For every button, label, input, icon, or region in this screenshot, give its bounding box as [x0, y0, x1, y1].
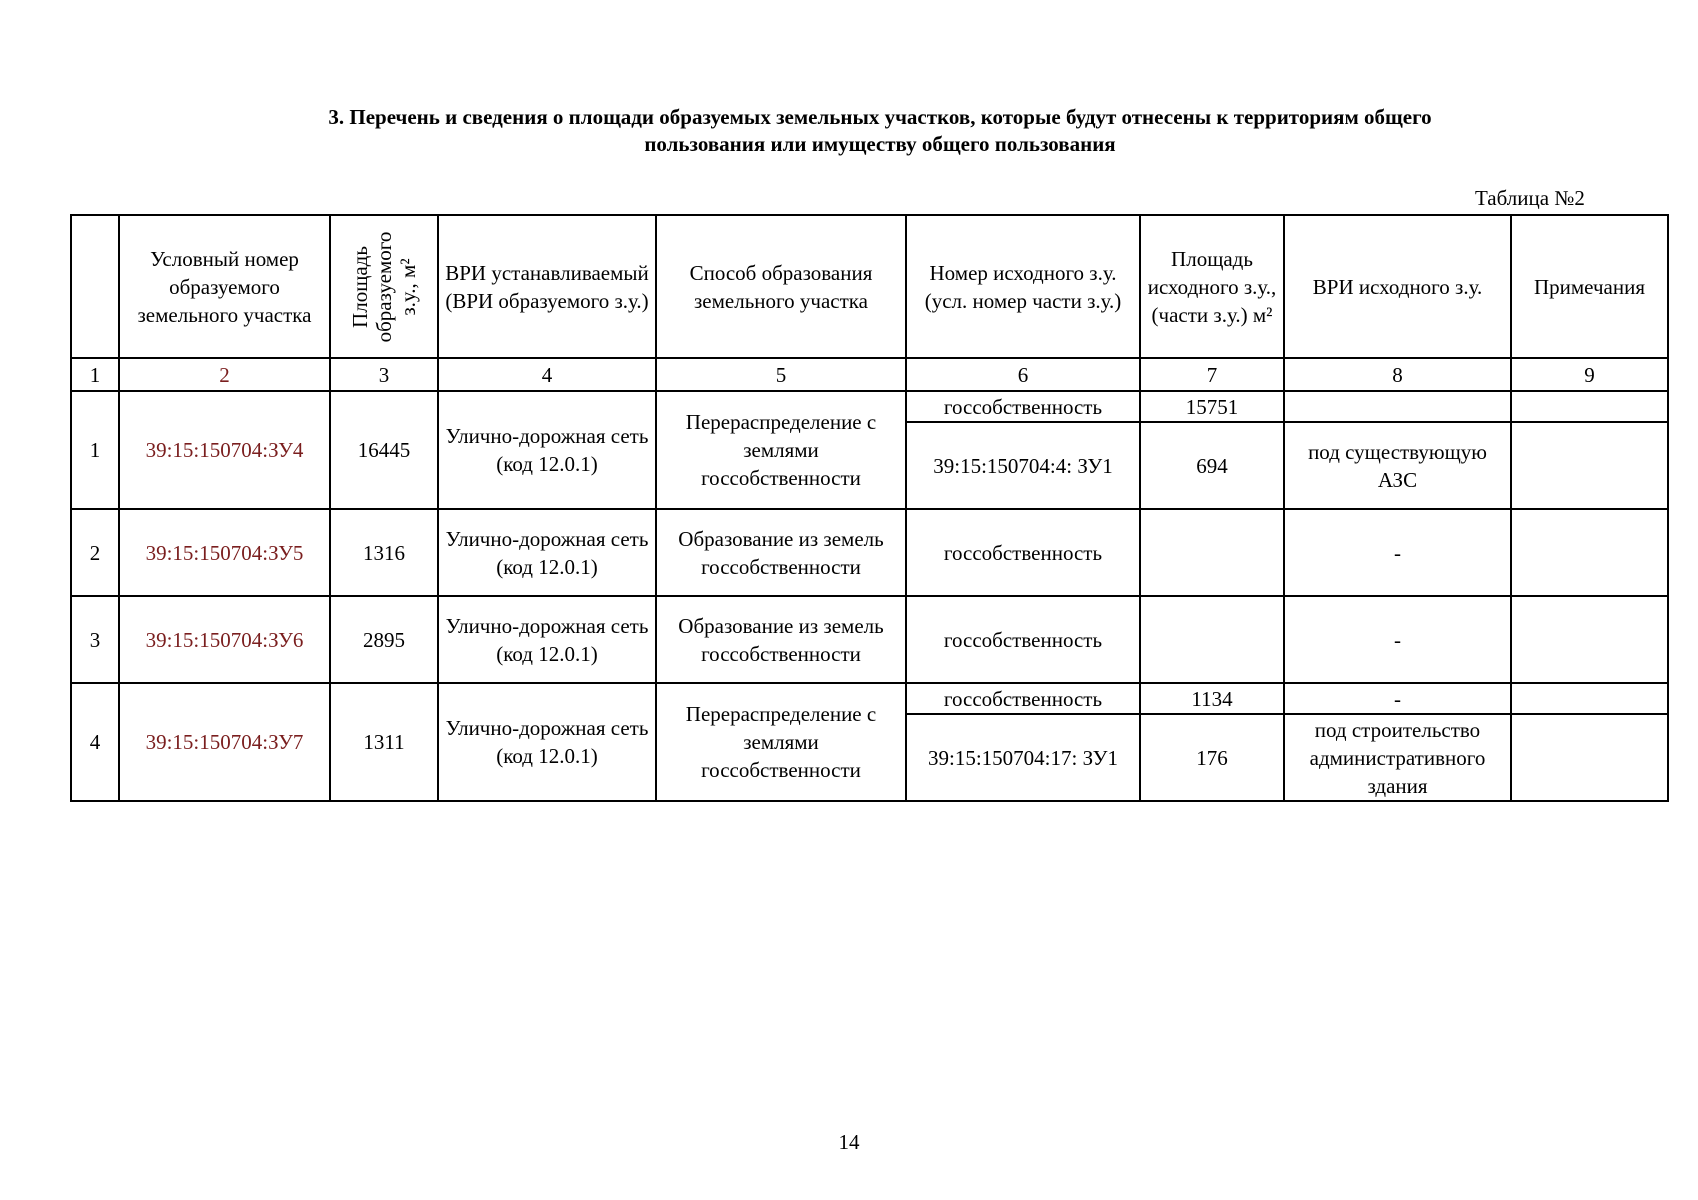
header-cell-4: ВРИ устанавливаемый (ВРИ образуемого з.у.)	[438, 215, 656, 358]
plot-area: 2895	[330, 596, 438, 683]
notes-cell	[1511, 596, 1668, 683]
formation-method: Перераспределение с землями госсобственности	[656, 391, 906, 509]
table-row	[71, 596, 1668, 683]
plot-id: 39:15:150704:ЗУ7	[119, 683, 330, 801]
column-number: 4	[438, 358, 656, 391]
source-vri: под строительство административного здания	[1284, 714, 1511, 801]
source-area	[1140, 596, 1284, 683]
source-plot: госсобственность	[906, 596, 1140, 683]
source-area: 1134	[1140, 683, 1284, 714]
row-number: 4	[71, 683, 119, 801]
header-row	[71, 215, 1668, 358]
source-area	[1140, 509, 1284, 596]
source-area: 15751	[1140, 391, 1284, 422]
source-plot: 39:15:150704:17: ЗУ1	[906, 714, 1140, 801]
column-number: 5	[656, 358, 906, 391]
source-plot: госсобственность	[906, 391, 1140, 422]
column-number: 7	[1140, 358, 1284, 391]
header-cell-2: Условный номер образуемого земельного участка	[119, 215, 330, 358]
formation-method: Перераспределение с землями госсобственности	[656, 683, 906, 801]
notes-cell	[1511, 391, 1668, 422]
table-row	[71, 509, 1668, 596]
page-title: 3. Перечень и сведения о площади образуемых земельных участков, которые будут отнесены к территориям общего пользования или имуществу общего пользования	[328, 105, 1432, 156]
plot-area: 1311	[330, 683, 438, 801]
header-cell-3-label: Площадь образуемого з.у., м²	[348, 231, 420, 342]
column-number: 8	[1284, 358, 1511, 391]
plot-area: 16445	[330, 391, 438, 509]
plot-id: 39:15:150704:ЗУ4	[119, 391, 330, 509]
header-cell-9: Примечания	[1511, 215, 1668, 358]
plot-id: 39:15:150704:ЗУ6	[119, 596, 330, 683]
header-cell-6: Номер исходного з.у. (усл. номер части з.у.)	[906, 215, 1140, 358]
header-cell-5: Способ образования земельного участка	[656, 215, 906, 358]
formation-method: Образование из земель госсобственности	[656, 596, 906, 683]
land-plots-table	[70, 214, 1669, 802]
formation-method: Образование из земель госсобственности	[656, 509, 906, 596]
column-number: 1	[71, 358, 119, 391]
source-vri: -	[1284, 509, 1511, 596]
source-vri: под существующую АЗС	[1284, 422, 1511, 509]
header-cell-7: Площадь исходного з.у., (части з.у.) м²	[1140, 215, 1284, 358]
row-number: 3	[71, 596, 119, 683]
source-vri	[1284, 391, 1511, 422]
source-plot: 39:15:150704:4: ЗУ1	[906, 422, 1140, 509]
notes-cell	[1511, 422, 1668, 509]
header-cell-8: ВРИ исходного з.у.	[1284, 215, 1511, 358]
plot-vri: Улично-дорожная сеть (код 12.0.1)	[438, 683, 656, 801]
table-label: Таблица №2	[1475, 186, 1585, 210]
header-cell-3	[330, 215, 438, 358]
source-area: 176	[1140, 714, 1284, 801]
source-plot: госсобственность	[906, 509, 1140, 596]
plot-vri: Улично-дорожная сеть (код 12.0.1)	[438, 596, 656, 683]
plot-area: 1316	[330, 509, 438, 596]
column-number: 6	[906, 358, 1140, 391]
table-row	[71, 683, 1668, 714]
row-number: 2	[71, 509, 119, 596]
source-vri: -	[1284, 683, 1511, 714]
source-plot: госсобственность	[906, 683, 1140, 714]
plot-id: 39:15:150704:ЗУ5	[119, 509, 330, 596]
table-row	[71, 391, 1668, 422]
column-number: 2	[119, 358, 330, 391]
plot-vri: Улично-дорожная сеть (код 12.0.1)	[438, 509, 656, 596]
notes-cell	[1511, 714, 1668, 801]
source-vri: -	[1284, 596, 1511, 683]
row-number: 1	[71, 391, 119, 509]
source-area: 694	[1140, 422, 1284, 509]
notes-cell	[1511, 509, 1668, 596]
header-cell-1	[71, 215, 119, 358]
page-number: 14	[838, 1130, 860, 1154]
column-number-row	[71, 358, 1668, 391]
column-number: 3	[330, 358, 438, 391]
notes-cell	[1511, 683, 1668, 714]
plot-vri: Улично-дорожная сеть (код 12.0.1)	[438, 391, 656, 509]
column-number: 9	[1511, 358, 1668, 391]
